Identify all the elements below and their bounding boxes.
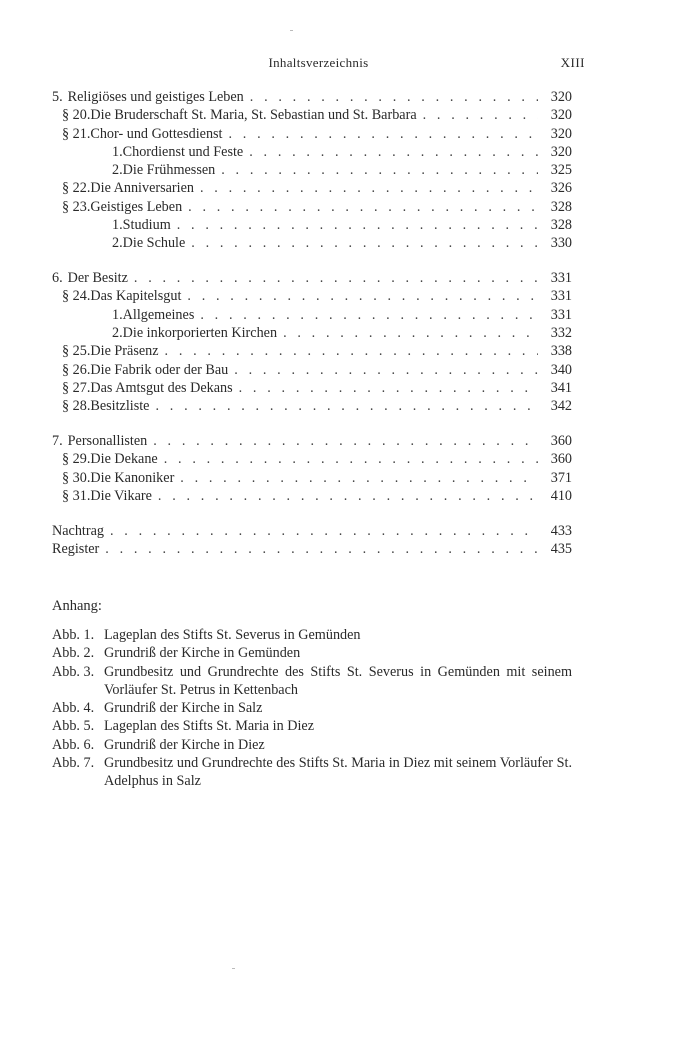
figure-label: Abb. 4. [52,700,95,717]
toc-entry-number: § 25. [62,343,91,360]
toc-entry-page: 330 [550,235,572,252]
running-header [52,55,585,75]
toc-entry [52,287,572,305]
figure-entry [52,626,572,644]
figure-caption: Lageplan des Stifts St. Maria in Diez [104,718,315,735]
toc-entry-page: 328 [550,198,572,215]
appendix-heading: Anhang: [52,598,102,614]
toc-entry-page: 332 [550,325,572,342]
toc-entry-title: Die Fabrik oder der Bau [90,361,229,378]
toc-entry-title: Die Anniversarien [90,180,194,197]
dot-leader [194,306,538,324]
toc-entry [52,469,572,487]
toc-entry-title: Das Kapitelsgut [90,288,182,305]
dot-leader [181,287,538,305]
toc-entry-title: Das Amtsgut des Dekans [90,379,233,396]
toc-entry-page: 331 [550,288,572,305]
dot-leader [152,487,538,505]
toc-entry-page: 320 [550,125,572,142]
toc-entry-number: 6. [52,270,63,287]
toc-entry-title: Die Dekane [90,451,158,468]
dot-leader [233,379,538,397]
figure-caption: Lageplan des Stifts St. Severus in Gemünden [104,627,361,643]
toc-entry-page: 325 [550,162,572,179]
figure-caption: Grundriß der Kirche in Diez [104,736,265,753]
toc-entry-page: 326 [550,180,572,197]
toc-entry [52,487,572,505]
toc-entry-title: Geistiges Leben [90,198,183,215]
toc-entry [52,179,572,197]
toc-entry-title: Allgemeines [122,306,195,323]
dot-leader [228,361,538,379]
toc-entry-title: Die inkorporierten Kirchen [122,325,278,342]
dot-leader [417,106,538,124]
toc-entry-number: 2. [112,162,123,179]
dot-leader [194,179,538,197]
toc-entry-title: Studium [122,217,171,234]
figure-entry [52,736,572,754]
toc-entry-title: Der Besitz [67,270,128,287]
toc-entry-number: 1. [112,306,123,323]
toc-entry-number: 5. [52,89,63,105]
toc-entry-number: § 22. [62,180,91,197]
toc-entry-number: § 24. [62,288,91,305]
figure-entry [52,717,572,735]
toc-entry-title: Die Schule [122,235,186,252]
dot-leader [99,540,538,558]
toc-entry-number: 2. [112,325,123,342]
toc-entry-title: Nachtrag [52,522,104,539]
figure-label: Abb. 7. [52,755,95,772]
toc-entry-page: 331 [550,270,572,287]
toc-entry [52,540,572,558]
figure-caption: Grundbesitz und Grundrechte des Stifts St. Maria in Diez mit seinem Vorläufer St. Adelphus in Salz [104,755,572,790]
figure-entry [52,644,572,662]
toc-entry [52,88,572,106]
toc-entry-title: Besitzliste [90,398,150,415]
toc-entry [52,306,572,324]
dot-leader [277,324,538,342]
toc-entry-page: 371 [550,469,572,486]
toc-entry-page: 342 [550,398,572,415]
table-of-contents [52,88,572,558]
scan-speck [232,968,235,969]
figure-label: Abb. 2. [52,645,95,662]
figure-entry [52,754,572,791]
toc-entry-number: § 29. [62,451,91,468]
figure-list [52,626,572,791]
toc-entry-number: 2. [112,235,123,252]
figure-label: Abb. 3. [52,663,95,680]
toc-entry-page: 331 [550,306,572,323]
dot-leader [174,469,538,487]
toc-entry [52,342,572,360]
toc-entry [52,234,572,252]
toc-entry-page: 435 [550,541,572,558]
dot-leader [185,234,538,252]
dot-leader [158,450,538,468]
figure-entry [52,699,572,717]
figure-label: Abb. 5. [52,718,95,735]
toc-entry-title: Die Frühmessen [122,162,216,179]
toc-entry [52,450,572,468]
running-title: Inhaltsverzeichnis [268,55,369,70]
toc-entry-number: § 31. [62,487,91,504]
figure-entry [52,663,572,700]
figure-caption: Grundriß der Kirche in Gemünden [104,645,301,662]
toc-entry-page: 340 [550,361,572,378]
toc-entry-number: 7. [52,433,63,450]
toc-entry-page: 410 [550,487,572,504]
toc-entry-number: § 27. [62,379,91,396]
toc-entry-number: § 30. [62,469,91,486]
dot-leader [223,125,539,143]
toc-entry-number: § 23. [62,198,91,215]
toc-entry [52,216,572,234]
dot-leader [128,269,538,287]
toc-entry-title: Register [52,541,100,558]
figure-label: Abb. 1. [52,627,95,643]
toc-entry-page: 360 [550,433,572,450]
toc-entry [52,397,572,415]
dot-leader [171,216,538,234]
dot-leader [159,342,538,360]
dot-leader [147,432,538,450]
toc-entry-number: § 20. [62,107,91,124]
toc-entry [52,379,572,397]
toc-entry [52,125,572,143]
toc-entry-page: 338 [550,343,572,360]
toc-entry-number: 1. [112,217,123,234]
figure-caption: Grundbesitz und Grundrechte des Stifts St. Severus in Gemünden mit seinem Vorläufer St. Petrus in Kettenbach [104,663,572,698]
scan-speck [290,30,293,31]
toc-entry-page: 328 [550,217,572,234]
toc-entry-page: 320 [550,143,572,160]
figure-caption: Grundriß der Kirche in Salz [104,700,263,717]
toc-entry-title: Die Kanoniker [90,469,175,486]
toc-entry [52,324,572,342]
toc-entry-page: 433 [550,522,572,539]
toc-entry [52,269,572,287]
toc-entry-title: Die Präsenz [90,343,159,360]
toc-entry-title: Religiöses und geistiges Leben [67,89,244,105]
toc-entry-number: 1. [112,143,123,160]
toc-entry-number: § 21. [62,125,91,142]
toc-entry-title: Chor- und Gottesdienst [90,125,223,142]
dot-leader [149,397,538,415]
dot-leader [244,88,538,106]
page-number: XIII [560,55,585,70]
toc-entry-page: 320 [550,89,572,105]
toc-entry-number: § 26. [62,361,91,378]
toc-entry-title: Die Bruderschaft St. Maria, St. Sebastian und St. Barbara [90,107,417,124]
toc-entry-page: 360 [550,451,572,468]
dot-leader [104,522,538,540]
toc-entry-number: § 28. [62,398,91,415]
dot-leader [243,143,538,161]
toc-entry [52,361,572,379]
dot-leader [182,198,538,216]
toc-entry [52,143,572,161]
toc-entry [52,161,572,179]
toc-entry-title: Chordienst und Feste [122,143,244,160]
toc-entry-page: 341 [550,379,572,396]
toc-entry [52,522,572,540]
toc-entry-page: 320 [550,107,572,124]
dot-leader [215,161,538,179]
toc-entry-title: Personallisten [67,433,148,450]
toc-entry-title: Die Vikare [90,487,152,504]
toc-entry [52,432,572,450]
toc-entry [52,106,572,124]
figure-label: Abb. 6. [52,736,95,753]
toc-entry [52,198,572,216]
